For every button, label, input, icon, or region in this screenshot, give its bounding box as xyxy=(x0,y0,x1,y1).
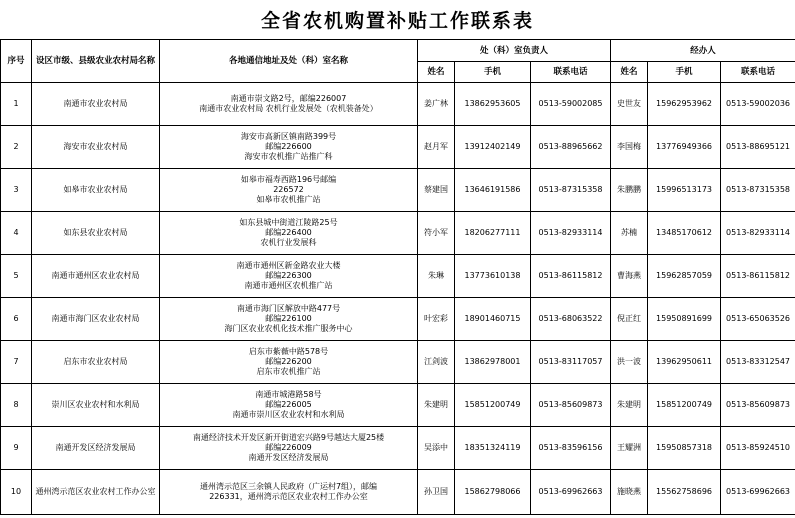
row-address xyxy=(160,83,418,126)
table-row xyxy=(1,83,795,126)
row-address xyxy=(160,126,418,169)
row-resp-phone: 0513-83596156 xyxy=(531,427,611,470)
row-seq: 4 xyxy=(1,212,32,255)
row-resp-name: 蔡建国 xyxy=(418,169,455,212)
header-handler-name: 姓名 xyxy=(611,62,648,83)
row-handler-name: 曹海燕 xyxy=(611,255,648,298)
header-unit: 设区市级、县级农业农村局名称 xyxy=(32,40,160,83)
address-line: 海安市农机推广站推广科 xyxy=(244,152,333,161)
row-unit: 如东县农业农村局 xyxy=(32,212,160,255)
contact-table xyxy=(0,39,795,515)
address-line: 南通经济技术开发区新开街道宏兴路9号越达大厦25楼 xyxy=(192,433,385,442)
row-handler-phone: 0513-86115812 xyxy=(721,255,795,298)
row-resp-mobile: 13912402149 xyxy=(455,126,531,169)
address-line: 启东市农机推广站 xyxy=(256,367,321,376)
row-handler-phone: 0513-69962663 xyxy=(721,470,795,515)
row-unit: 崇川区农业农村和水利局 xyxy=(32,384,160,427)
address-line: 启东市紫薇中路578号 xyxy=(248,347,329,356)
row-resp-mobile: 13646191586 xyxy=(455,169,531,212)
address-line: 邮编226200 xyxy=(265,357,312,366)
row-handler-name: 朱建明 xyxy=(611,384,648,427)
row-handler-phone: 0513-82933114 xyxy=(721,212,795,255)
row-resp-phone: 0513-59002085 xyxy=(531,83,611,126)
header-address: 各地通信地址及处（科）室名称 xyxy=(160,40,418,83)
row-seq: 10 xyxy=(1,470,32,515)
row-handler-name: 倪正红 xyxy=(611,298,648,341)
row-seq: 2 xyxy=(1,126,32,169)
row-seq: 7 xyxy=(1,341,32,384)
table-row xyxy=(1,212,795,255)
row-handler-mobile: 15962857059 xyxy=(648,255,721,298)
row-resp-phone: 0513-69962663 xyxy=(531,470,611,515)
row-resp-name: 江剑波 xyxy=(418,341,455,384)
row-address xyxy=(160,470,418,515)
row-resp-mobile: 15851200749 xyxy=(455,384,531,427)
row-seq: 6 xyxy=(1,298,32,341)
address-line: 南通市崇川区农业农村和水利局 xyxy=(232,410,345,419)
row-address xyxy=(160,384,418,427)
row-resp-name: 朱琳 xyxy=(418,255,455,298)
row-handler-phone: 0513-88695121 xyxy=(721,126,795,169)
row-resp-mobile: 18206277111 xyxy=(455,212,531,255)
address-line: 农机行业发展科 xyxy=(260,238,317,247)
row-unit: 南通市农业农村局 xyxy=(32,83,160,126)
header-resp-name: 姓名 xyxy=(418,62,455,83)
header-resp-phone: 联系电话 xyxy=(531,62,611,83)
row-address xyxy=(160,341,418,384)
table-row xyxy=(1,384,795,427)
row-resp-mobile: 18351324119 xyxy=(455,427,531,470)
row-address xyxy=(160,255,418,298)
row-address xyxy=(160,298,418,341)
table-row xyxy=(1,126,795,169)
row-unit: 启东市农业农村局 xyxy=(32,341,160,384)
row-address xyxy=(160,169,418,212)
row-handler-mobile: 13485170612 xyxy=(648,212,721,255)
address-line: 南通市崇文路2号，邮编226007 xyxy=(230,94,347,103)
row-handler-name: 王耀洲 xyxy=(611,427,648,470)
address-line: 海安市高新区镇南路399号 xyxy=(240,132,337,141)
header-resp-mobile: 手机 xyxy=(455,62,531,83)
row-unit: 南通开发区经济发展局 xyxy=(32,427,160,470)
row-unit: 南通市通州区农业农村局 xyxy=(32,255,160,298)
row-handler-phone: 0513-85609873 xyxy=(721,384,795,427)
page-title: 全省农机购置补贴工作联系表 xyxy=(260,10,534,32)
row-resp-mobile: 13862953605 xyxy=(455,83,531,126)
row-resp-phone: 0513-85609873 xyxy=(531,384,611,427)
row-handler-mobile: 15950857318 xyxy=(648,427,721,470)
row-unit: 南通市海门区农业农村局 xyxy=(32,298,160,341)
row-resp-mobile: 13773610138 xyxy=(455,255,531,298)
header-handler: 经办人 xyxy=(611,40,795,62)
row-resp-phone: 0513-83117057 xyxy=(531,341,611,384)
row-resp-name: 符小军 xyxy=(418,212,455,255)
row-resp-name: 赵月军 xyxy=(418,126,455,169)
table-row xyxy=(1,470,795,515)
table-row xyxy=(1,298,795,341)
row-resp-mobile: 18901460715 xyxy=(455,298,531,341)
address-line: 邮编226100 xyxy=(265,314,312,323)
row-resp-name: 姜广林 xyxy=(418,83,455,126)
row-resp-mobile: 13862978001 xyxy=(455,341,531,384)
row-unit: 海安市农业农村局 xyxy=(32,126,160,169)
row-handler-mobile: 15851200749 xyxy=(648,384,721,427)
header-row-1 xyxy=(1,40,795,62)
row-handler-name: 朱鹏鹏 xyxy=(611,169,648,212)
row-seq: 1 xyxy=(1,83,32,126)
row-resp-mobile: 15862798066 xyxy=(455,470,531,515)
address-line: 南通开发区经济发展局 xyxy=(248,453,329,462)
row-seq: 5 xyxy=(1,255,32,298)
table-row xyxy=(1,341,795,384)
row-address xyxy=(160,427,418,470)
row-handler-mobile: 15996513173 xyxy=(648,169,721,212)
address-line: 邮编226300 xyxy=(265,271,312,280)
table-body xyxy=(1,83,795,515)
row-seq: 9 xyxy=(1,427,32,470)
row-resp-phone: 0513-68063522 xyxy=(531,298,611,341)
row-resp-name: 吴添中 xyxy=(418,427,455,470)
row-handler-mobile: 15562758696 xyxy=(648,470,721,515)
row-handler-name: 洪一波 xyxy=(611,341,648,384)
address-line: 南通市城港路58号 xyxy=(255,390,322,399)
row-handler-mobile: 15950891699 xyxy=(648,298,721,341)
table-row xyxy=(1,427,795,470)
row-resp-phone: 0513-82933114 xyxy=(531,212,611,255)
row-handler-phone: 0513-85924510 xyxy=(721,427,795,470)
row-handler-name: 李国梅 xyxy=(611,126,648,169)
address-line: 南通市通州区新金路农业大楼 xyxy=(236,261,341,270)
row-resp-name: 朱建明 xyxy=(418,384,455,427)
row-resp-phone: 0513-87315358 xyxy=(531,169,611,212)
address-line: 邮编226400 xyxy=(265,228,312,237)
row-address xyxy=(160,212,418,255)
row-seq: 3 xyxy=(1,169,32,212)
address-line: 邮编226009 xyxy=(265,443,312,452)
row-seq: 8 xyxy=(1,384,32,427)
row-resp-name: 叶宏彩 xyxy=(418,298,455,341)
table-row xyxy=(1,255,795,298)
address-line: 226331，通州湾示范区农业农村工作办公室 xyxy=(209,492,368,501)
row-handler-phone: 0513-83312547 xyxy=(721,341,795,384)
header-seq: 序号 xyxy=(1,40,32,83)
row-unit: 如皋市农业农村局 xyxy=(32,169,160,212)
row-handler-phone: 0513-87315358 xyxy=(721,169,795,212)
address-line: 南通市海门区解放中路477号 xyxy=(236,304,341,313)
address-line: 南通市通州区农机推广站 xyxy=(244,281,333,290)
address-line: 通州湾示范区三余镇人民政府（广运村7组），邮编 xyxy=(199,482,378,491)
address-line: 如东县城中街道江陵路25号 xyxy=(239,218,338,227)
header-handler-mobile: 手机 xyxy=(648,62,721,83)
row-handler-mobile: 15962953962 xyxy=(648,83,721,126)
row-handler-phone: 0513-65063526 xyxy=(721,298,795,341)
row-resp-phone: 0513-86115812 xyxy=(531,255,611,298)
row-handler-name: 史世友 xyxy=(611,83,648,126)
row-handler-phone: 0513-59002036 xyxy=(721,83,795,126)
row-resp-name: 孙卫国 xyxy=(418,470,455,515)
address-line: 如皋市农机推广站 xyxy=(256,195,321,204)
address-line: 海门区农业农机化技术推广服务中心 xyxy=(224,324,353,333)
address-line: 南通市农业农村局 农机行业发展处（农机装备处） xyxy=(199,104,378,113)
row-resp-phone: 0513-88965662 xyxy=(531,126,611,169)
address-line: 邮编226600 xyxy=(265,142,312,151)
row-handler-name: 施晓燕 xyxy=(611,470,648,515)
header-handler-phone: 联系电话 xyxy=(721,62,795,83)
address-line: 226572 xyxy=(273,185,304,194)
address-line: 如皋市福寿西路196号邮编 xyxy=(240,175,337,184)
row-unit: 通州湾示范区农业农村工作办公室 xyxy=(32,470,160,515)
row-handler-mobile: 13776949366 xyxy=(648,126,721,169)
row-handler-mobile: 13962950611 xyxy=(648,341,721,384)
address-line: 邮编226005 xyxy=(265,400,312,409)
header-responsible: 处（科）室负责人 xyxy=(418,40,611,62)
table-row xyxy=(1,169,795,212)
row-handler-name: 苏楠 xyxy=(611,212,648,255)
